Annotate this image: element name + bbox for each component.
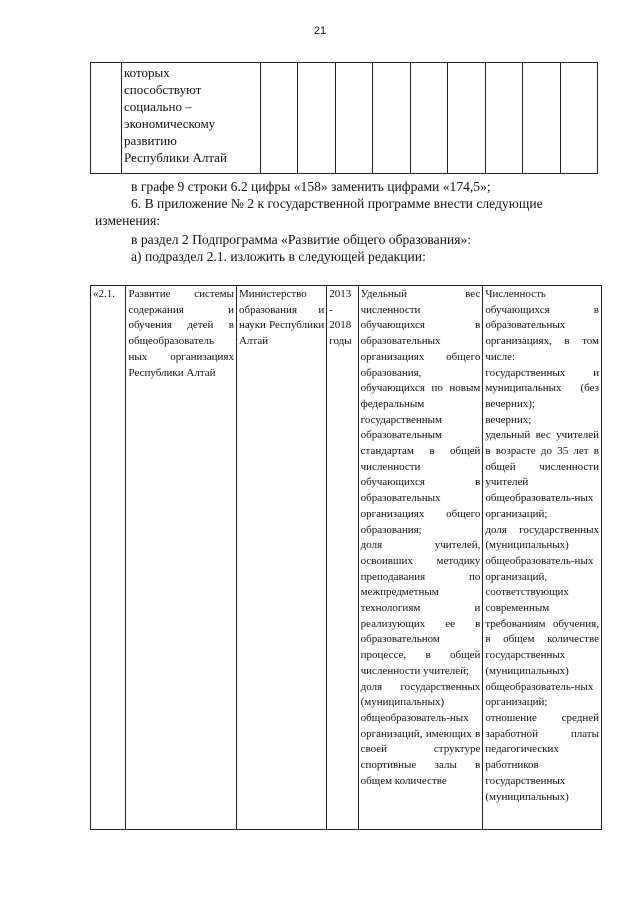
paragraph: а) подраздел 2.1. изложить в следующей редакции: xyxy=(131,249,426,264)
criteria-text-cell: которых способствуют социально – экономическому развитию Республики Алтай xyxy=(122,63,261,174)
table-cell xyxy=(373,63,410,174)
row-number-cell: «2.1. xyxy=(91,286,126,830)
table-cell xyxy=(523,63,560,174)
executor-cell: Министерство образования и науки Республики Алтай xyxy=(236,286,326,830)
results-cell: Численность обучающихся в образовательных организациях, в том числе: государственных и муниципальных (без вечерних); вечерних; удельный вес учителей в возрасте до 35 лет в общей численности учителей общеобразователь-ных организаций; доля государственных (муниципальных) общеобразователь-ных организаций, соответствующих современным требованиям обучения, в общем количестве государственных (муниципальных) общеобразователь-ных организаций; отношение средней заработной платы педагогических работников государственных (муниципальных) xyxy=(483,286,602,830)
table-cell xyxy=(448,63,485,174)
table-cell xyxy=(560,63,598,174)
paragraph: 6. В приложение № 2 к государственной программе внести следующие xyxy=(131,196,543,211)
subprogram-table xyxy=(90,285,602,830)
table-cell xyxy=(261,63,298,174)
table-cell xyxy=(298,63,335,174)
continued-table xyxy=(90,62,598,174)
paragraph: изменения: xyxy=(95,213,160,228)
table-cell xyxy=(91,63,122,174)
paragraph: в раздел 2 Подпрограмма «Развитие общего образования»: xyxy=(131,232,472,247)
period-cell: 2013 - 2018 годы xyxy=(327,286,358,830)
table-cell xyxy=(485,63,522,174)
measure-name-cell: Развитие системы содержания и обучения детей в общеобразователь ных организациях Республики Алтай xyxy=(126,286,237,830)
table-cell xyxy=(410,63,447,174)
paragraph: в графе 9 строки 6.2 цифры «158» заменить цифрами «174,5»; xyxy=(131,179,491,194)
table-cell xyxy=(335,63,372,174)
indicators-cell: Удельный вес численности обучающихся в образовательных организациях общего образования, обучающихся по новым федеральным государственным образовательным стандартам в общей численности обучающихся в образовательных организациях общего образования; доля учителей, освоивших методику преподавания по межпредметным технологиям и реализующих ее в образовательном процессе, в общей численности учителей; доля государственных (муниципальных) общеобразователь-ных организаций, имеющих в своей структуре спортивные залы в общем количестве xyxy=(358,286,483,830)
page-number: 21 xyxy=(313,25,327,37)
